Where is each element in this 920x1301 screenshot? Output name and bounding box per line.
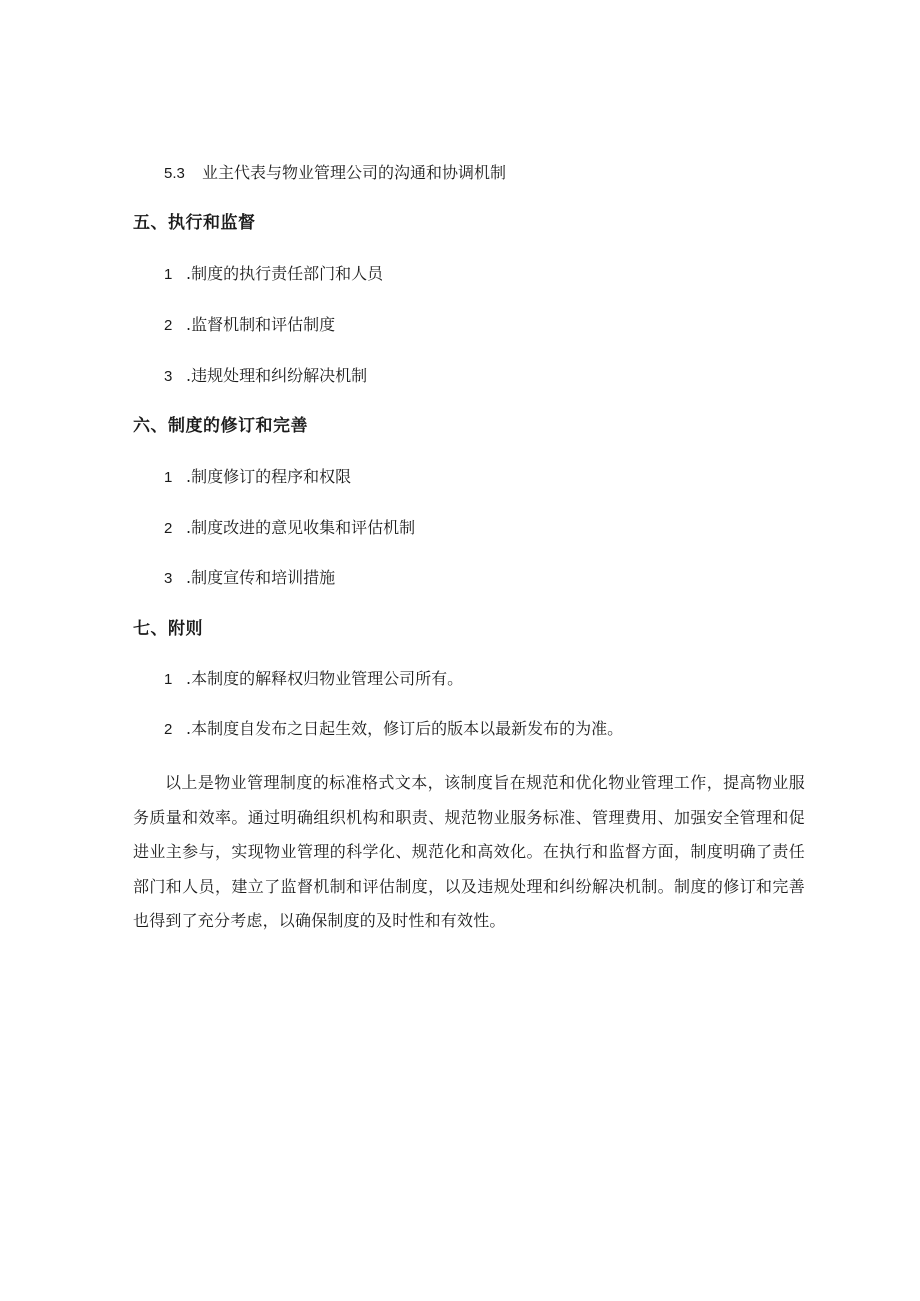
list-item — [164, 669, 463, 690]
item-text: .制度的执行责任部门和人员 — [186, 264, 384, 283]
subsection-number: 5.3 — [164, 165, 185, 182]
list-item — [164, 568, 335, 589]
list-item — [164, 366, 367, 387]
item-text: .本制度的解释权归物业管理公司所有。 — [186, 669, 464, 688]
list-item — [164, 315, 335, 336]
item-number: 3 — [164, 368, 173, 385]
item-text: .监督机制和评估制度 — [186, 315, 336, 334]
summary-paragraph: 以上是物业管理制度的标准格式文本，该制度旨在规范和优化物业管理工作，提高物业服务质量和效率。通过明确组织机构和职责、规范物业服务标准、管理费用、加强安全管理和促进业主参与，实现物业管理的科学化、规范化和高效化。在执行和监督方面，制度明确了责任部门和人员，建立了监督机制和评估制度，以及违规处理和纠纷解决机制。制度的修订和完善也得到了充分考虑，以确保制度的及时性和有效性。 — [133, 773, 805, 930]
item-number: 3 — [164, 570, 173, 587]
item-text: .制度宣传和培训措施 — [186, 568, 336, 587]
section-heading-execution: 五、执行和监督 — [133, 213, 256, 233]
item-number: 2 — [164, 317, 173, 334]
section-heading-appendix: 七、附则 — [133, 619, 203, 639]
section-heading-revision: 六、制度的修订和完善 — [133, 416, 308, 436]
item-number: 1 — [164, 266, 173, 283]
item-text: .本制度自发布之日起生效，修订后的版本以最新发布的为准。 — [186, 719, 624, 738]
item-number: 2 — [164, 520, 173, 537]
item-number: 1 — [164, 469, 173, 486]
list-item — [164, 264, 383, 285]
list-item — [164, 467, 351, 488]
item-number: 1 — [164, 671, 173, 688]
subsection-text: 业主代表与物业管理公司的沟通和协调机制 — [202, 163, 507, 182]
item-text: .制度改进的意见收集和评估机制 — [186, 518, 416, 537]
list-item — [164, 719, 623, 740]
item-text: .违规处理和纠纷解决机制 — [186, 366, 368, 385]
subsection-5-3 — [164, 163, 506, 184]
item-text: .制度修订的程序和权限 — [186, 467, 352, 486]
list-item — [164, 518, 415, 539]
item-number: 2 — [164, 721, 173, 738]
